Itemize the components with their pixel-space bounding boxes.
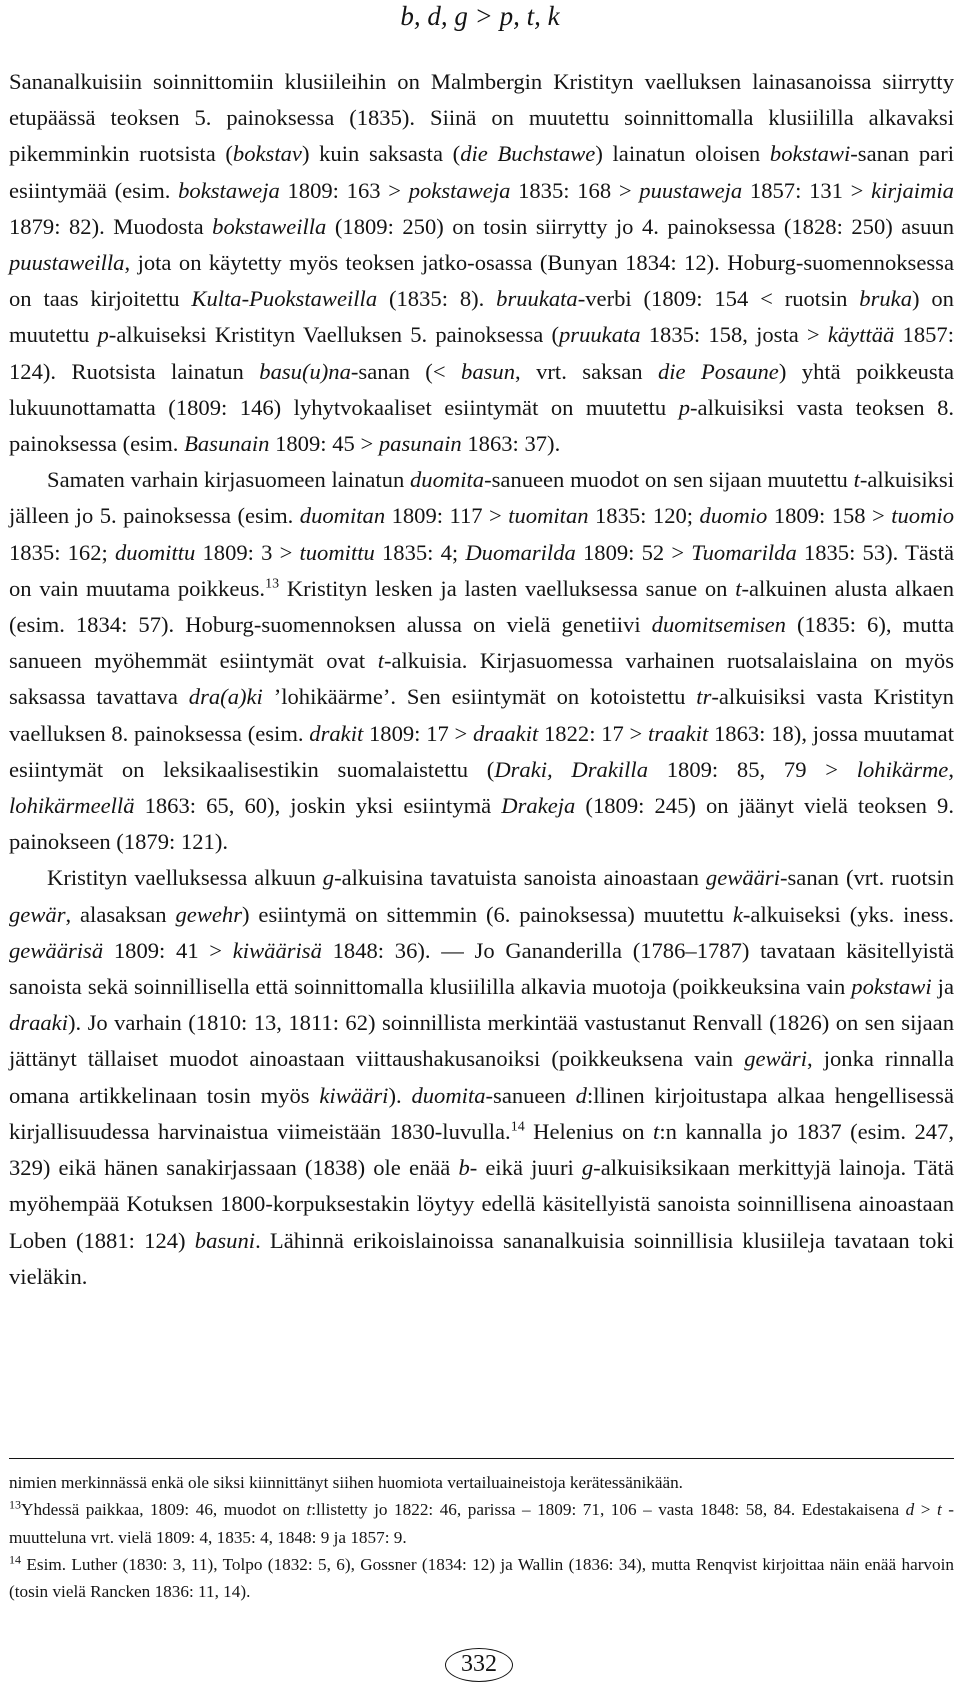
text-run: 1857: 131 > <box>742 177 872 203</box>
italic-term: dra(a)ki <box>188 684 263 710</box>
running-head: b, d, g > p, t, k <box>400 1 560 31</box>
text-run: :llinen kirjoitustapa alkaa hengellisessä kirjallisuudessa harvinaistua viimeistään 1830-luvulla. <box>9 1082 954 1144</box>
text-run: > <box>914 1500 937 1520</box>
italic-term: d <box>575 1082 587 1108</box>
page-number: 332 <box>445 1648 513 1682</box>
italic-term: draakit <box>473 720 539 746</box>
text-run: ja <box>931 974 954 1000</box>
italic-term: t <box>306 1500 312 1520</box>
text-run: 1809: 17 > <box>363 720 473 746</box>
text-run: nimien merkinnässä enkä ole siksi kiinnittänyt siihen huomiota vertailuaineistoja kerätessänikään. <box>9 1473 683 1492</box>
text-run: (1809: 245) on jäänyt vielä teoksen 9. painokseen (1879: 121). <box>9 793 954 855</box>
italic-term: d <box>905 1500 915 1520</box>
text-run: 1809: 85, 79 > <box>648 756 857 782</box>
italic-term: t <box>853 467 860 493</box>
text-run: -alkuiseksi Kristityn Vaelluksen 5. painoksessa ( <box>108 322 559 348</box>
italic-term: gewääri <box>705 865 780 891</box>
italic-term: k <box>732 901 743 927</box>
text-run: 1809: 163 > <box>279 177 409 203</box>
footnote <box>9 1469 954 1496</box>
text-run: 1809: 45 > <box>269 431 379 457</box>
text-run: -sanan (vrt. ruotsin <box>779 865 954 891</box>
italic-term: pruukata <box>558 322 641 348</box>
italic-term: duomita <box>410 467 485 493</box>
italic-term: die Buchstawe <box>460 141 596 167</box>
footnote-ref: 14 <box>510 1119 525 1135</box>
text-run: 1835: 168 > <box>510 177 640 203</box>
text-run: 1835: 158, josta > <box>640 322 828 348</box>
text-run: 1809: 117 > <box>385 503 509 529</box>
text-run: - eikä juuri <box>469 1155 582 1181</box>
italic-term: lohikärme <box>856 756 949 782</box>
footnote <box>9 1496 954 1551</box>
italic-term: t <box>936 1500 942 1520</box>
text-run: :n kannalla jo 1837 (esim. 247, 329) eikä hänen sanakirjassaan (1838) ole enää <box>9 1118 954 1181</box>
text-run: , jonka rinnalla omana artikkelinaan tosin myös <box>9 1046 954 1108</box>
italic-term: t <box>735 575 742 601</box>
text-run: -sanueen muodot on sen sijaan muutettu <box>484 467 854 493</box>
footnote-ref: 14 <box>9 1552 22 1567</box>
italic-term: bokstaweilla <box>212 213 327 239</box>
text-run: ) lainatun oloisen <box>595 141 770 167</box>
italic-term: gewehr <box>175 901 243 927</box>
italic-term: pasunain <box>378 431 462 457</box>
text-run: -verbi (1809: 154 < ruotsin <box>577 286 860 312</box>
italic-term: käyttää <box>827 322 895 348</box>
body-paragraph <box>9 462 954 860</box>
italic-term: duomittu <box>114 539 196 565</box>
text-run: :llistetty jo 1822: 46, parissa – 1809: 71, 106 – vasta 1848: 58, 84. Edestakaisena <box>311 1500 906 1520</box>
text-run: 1835: 162; <box>9 539 115 565</box>
italic-term: duomitsemisen <box>651 612 786 638</box>
italic-term: bokstav <box>232 141 302 167</box>
text-run: Esim. Luther (1830: 3, 11), Tolpo (1832: 5, 6), Gossner (1834: 12) ja Wallin (1836: 34), mutta Renqvist kirjoittaa näin enää harvoin (tosin vielä Rancken 1836: 11, 14). <box>9 1554 954 1602</box>
italic-term: duomitan <box>299 503 386 529</box>
text-run: 1822: 17 > <box>538 720 649 746</box>
italic-term: basu(u)na <box>259 358 351 384</box>
footnote-divider <box>9 1458 954 1459</box>
italic-term: gewäärisä <box>9 937 104 963</box>
italic-term: bruukata <box>496 286 578 312</box>
italic-term: tuomitan <box>508 503 589 529</box>
text-run: , jota on käytetty myös teoksen jatko-osassa (Bunyan 1834: 12). Hoburg-suomennoksessa on taas kirjoitettu <box>9 250 954 312</box>
italic-term: g <box>581 1155 594 1181</box>
text-run: , vrt. saksan <box>515 358 658 384</box>
text-run: . Lähinnä erikoislainoissa sananalkuisia soinnillisia klusiileja tavataan toki vieläkin. <box>9 1227 954 1289</box>
text-run: Samaten varhain kirjasuomeen lainatun <box>47 467 410 493</box>
italic-term: duomita <box>411 1082 486 1108</box>
text-run: 1879: 82). Muodosta <box>9 213 213 239</box>
text-run: 1835: 120; <box>588 503 700 529</box>
italic-term: t <box>377 648 384 674</box>
text-run: (1835: 8). <box>377 286 497 312</box>
text-run: 1857: 124). Ruotsista lainatun <box>9 322 954 384</box>
italic-term: p <box>678 394 691 420</box>
italic-term: tuomio <box>891 503 954 529</box>
text-run: -alkuisiksi jälleen jo 5. painoksessa (esim. <box>9 467 954 529</box>
text-run: -alkuisiksi vasta Kristityn vaelluksen 8. painoksessa (esim. <box>9 684 954 746</box>
text-run: ’lohikäärme’. Sen esiintymät on kotoistettu <box>262 684 697 710</box>
italic-term: kirjaimia <box>871 177 954 203</box>
italic-term: pokstaweja <box>408 177 511 203</box>
text-run: 1863: 37). <box>461 431 561 457</box>
body-paragraph <box>9 64 954 462</box>
text-run: -alkuisia. Kirjasuomessa varhainen ruotsalaislaina on myös saksassa tavattava <box>9 648 954 710</box>
text-run: (1809: 250) on tosin siirrytty jo 4. painoksessa (1828: 250) asuun <box>326 213 954 239</box>
italic-term: Kulta-Puokstaweilla <box>191 286 378 312</box>
italic-term: gewäri <box>744 1046 807 1072</box>
footnote-ref: 13 <box>265 576 280 592</box>
text-run: -alkuisina tavatuista sanoista ainoastaan <box>334 865 706 891</box>
text-run: ) esiintymä on sittemmin (6. painoksessa) muutettu <box>242 901 733 927</box>
body-paragraph <box>9 860 954 1294</box>
italic-term: puustaweja <box>639 177 743 203</box>
footnotes <box>9 1469 954 1605</box>
text-run: , <box>948 756 954 782</box>
text-run: ). Jo varhain (1810: 13, 1811: 62) soinnillista merkintää vastustanut Renvall (1826) on sen sijaan jättänyt tällaiset muodot ainoastaan viittaushakusanoiksi (poikkeuksena vain <box>9 1010 954 1072</box>
italic-term: bokstaweja <box>178 177 280 203</box>
italic-term: tr <box>696 684 712 710</box>
text-run: -muutteluna vrt. vielä 1809: 4, 1835: 4, 1848: 9 ja 1857: 9. <box>9 1500 954 1547</box>
italic-term: lohikärmeellä <box>9 793 135 819</box>
italic-term: kiwäärisä <box>232 937 322 963</box>
text-run: -sanueen <box>485 1082 576 1108</box>
italic-term: Drakeja <box>501 793 576 819</box>
italic-term: gewär <box>9 901 66 927</box>
footnote-ref: 13 <box>9 1497 22 1512</box>
text-run: -sanan (< <box>350 358 462 384</box>
italic-term: p <box>97 322 109 348</box>
italic-term: die Posaune <box>657 358 779 384</box>
italic-term: duomio <box>699 503 768 529</box>
text-run: 1863: 18), jossa muutamat esiintymät on leksikaalisestikin suomalaistettu ( <box>9 720 954 782</box>
italic-term: t <box>653 1118 660 1144</box>
footnote <box>9 1551 954 1606</box>
italic-term: traakit <box>648 720 709 746</box>
text-run: 1809: 158 > <box>767 503 892 529</box>
italic-term: drakit <box>309 720 364 746</box>
italic-term: kiwääri <box>319 1082 389 1108</box>
text-run: 1863: 65, 60), joskin yksi esiintymä <box>134 793 502 819</box>
text-run: , alasaksan <box>65 901 176 927</box>
text-run: Kristityn lesken ja lasten vaelluksessa sanue on <box>279 575 736 601</box>
text-run: (1835: 6), mutta sanueen myöhemmät esiintymät ovat <box>9 612 954 674</box>
italic-term: draaki <box>9 1010 68 1036</box>
text-run: Helenius on <box>524 1118 654 1144</box>
text-run: Yhdessä paikkaa, 1809: 46, muodot on <box>21 1500 307 1520</box>
text-run: 1848: 36). — Jo Gananderilla (1786–1787) tavataan käsitellyistä sanoista sekä soinnillisella että soinnittomalla klusiililla alkavia muotoja (poikkeuksina vain <box>9 937 954 1000</box>
italic-term: b <box>458 1155 470 1181</box>
italic-term: bokstawi <box>769 141 851 167</box>
text-run: ). <box>388 1082 412 1108</box>
text-run: 1809: 3 > <box>195 539 300 565</box>
italic-term: Duomarilda <box>465 539 576 565</box>
text-run: 1835: 4; <box>374 539 466 565</box>
text-run: ) on muutettu <box>9 286 954 348</box>
text-run: -alkuisiksi vasta teoksen 8. painoksessa (esim. <box>9 394 955 457</box>
italic-term: puustaweilla <box>9 250 125 276</box>
text-run: -sanan pari esiintymää (esim. <box>9 141 955 203</box>
body-text <box>9 64 954 1295</box>
text-run: -alkuinen alusta alkaen (esim. 1834: 57). Hoburg-suomennoksen alussa on vielä genetiivi <box>9 575 954 638</box>
text-run: 1809: 41 > <box>103 937 233 963</box>
text-run: -alkuiseksi (yks. iness. <box>742 901 954 927</box>
italic-term: basun <box>461 358 516 384</box>
italic-term: g <box>322 865 335 891</box>
text-run: 1835: 53). Tästä on vain muutama poikkeus. <box>9 539 954 601</box>
italic-term: Basunain <box>184 431 270 457</box>
italic-term: basuni <box>194 1227 256 1253</box>
italic-term: Tuomarilda <box>691 539 797 565</box>
text-run: Sananalkuisiin soinnittomiin klusiileihin on Malmbergin Kristityn vaelluksen lainasanoissa siirrytty etupäässä teoksen 5. painoksessa (1835). Siinä on muutettu soinnittomalla klusiililla alkavaksi pikemminkin ruotsista ( <box>9 69 954 167</box>
text-run: 1809: 52 > <box>575 539 692 565</box>
text-run: ) kuin saksasta ( <box>301 141 461 167</box>
italic-term: tuomittu <box>299 539 375 565</box>
text-run: ) yhtä poikkeusta lukuunottamatta (1809: 146) lyhytvokaaliset esiintymät on muutettu <box>9 358 955 420</box>
italic-term: bruka <box>859 286 913 312</box>
italic-term: pokstawi <box>851 974 932 1000</box>
italic-term: Draki, Drakilla <box>494 756 648 782</box>
text-run: -alkuisiksikaan merkittyjä lainoja. Tätä myöhempää Kotuksen 1800-korpuksestakin löytyy edellä käsitellyistä sanoista soinnillisena ainoastaan Loben (1881: 124) <box>9 1155 954 1253</box>
text-run: Kristityn vaelluksessa alkuun <box>47 865 323 891</box>
